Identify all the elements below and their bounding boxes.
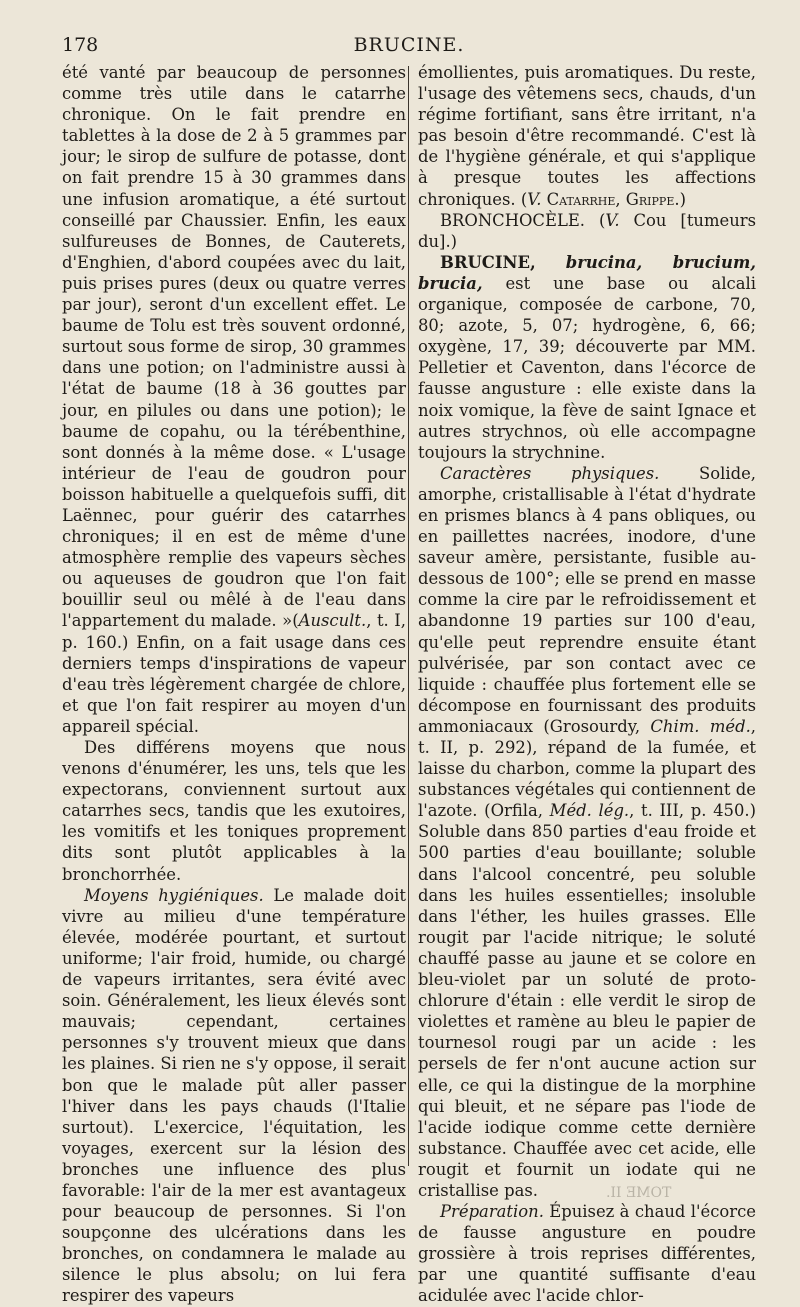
section-heading: Caractères physiques. bbox=[440, 463, 660, 483]
dictionary-entry-brucine: BRUCINE, brucina, brucium, brucia, est une base ou alcali organique, composée de carbone, 70, 80; azote, 5, 07; hydrogène, 6, 66; oxygène, 17, 39; découverte par MM. Pelletier et Caventon, dans l'écorce de fausse angusture : elle existe dans la noix vomique, la fève de saint Ignace et autres strychnos, où elle accompagne toujours la strychnine. bbox=[418, 252, 756, 462]
paragraph: Préparation. Épuisez à chaud l'écorce de fausse angusture en poudre grossière à trois reprises différentes, par une quantité suffisante d'eau acidulée avec l'acide chlor- bbox=[418, 1202, 756, 1306]
paragraph: été vanté par beaucoup de personnes comme très utile dans le catarrhe chronique. On le fait prendre en tablettes à la dose de 2 à 5 grammes par jour; le sirop de sulfure de potasse, dont on fait prendre 15 à 30 grammes dans une infusion aromatique, a été surtout conseillé par Chaussier. Enfin, les eaux sulfureuses de Bonnes, de Cauterets, d'Enghien, d'abord coupées avec du lait, puis prises pures (deux ou quatre verres par jour), seront d'un excellent effet. Le baume de Tolu est très souvent ordonné, surtout sous forme de sirop, 30 grammes dans une potion; on l'administre aussi à l'état de baume (18 à 36 gouttes par jour, en pilules ou dans une potion); le baume de copahu, ou la térébenthine, sont donnés à la même dose. « L'usage intérieur de l'eau de goudron pour boisson habituelle a quelquefois suffi, dit Laënnec, pour guérir des catarrhes chroniques; il en est de même d'une atmosphère remplie des vapeurs sèches ou aqueuses de goudron que l'on fait bouillir seul ou mêlé à de l'eau dans l'appartement du malade. »(Auscult., t. I, p. 160.) Enfin, on a fait usage dans ces derniers temps d'inspirations de vapeur d'eau très légèrement chargée de chlore, et que l'on fait respirer au moyen d'un appareil spécial. bbox=[62, 63, 406, 736]
running-title: BRUCINE. bbox=[353, 34, 465, 56]
entry-term: BRONCHOCÈLE. bbox=[440, 210, 586, 230]
column-divider bbox=[408, 66, 409, 1166]
dictionary-entry-bronchocele: BRONCHOCÈLE. (V. Cou [tumeurs du].) bbox=[418, 210, 757, 251]
section-heading: Préparation. bbox=[440, 1202, 544, 1222]
bleed-through-text: TOME II. bbox=[606, 1185, 672, 1201]
right-column bbox=[418, 62, 756, 1307]
paragraph: émollientes, puis aromatiques. Du reste, l'usage des vêtemens secs, chauds, d'un régime fortifiant, sans être irritant, n'a pas besoin d'être recommandé. C'est là de l'hygiène générale, et qui s'applique à presque toutes les affections chroniques. (V. Catarrhe, Grippe.) bbox=[418, 63, 756, 209]
entry-term: BRUCINE, bbox=[440, 252, 536, 272]
page-header bbox=[62, 34, 756, 60]
section-heading: Moyens hygiéniques. bbox=[84, 885, 264, 905]
paragraph: Moyens hygiéniques. Le malade doit vivre au milieu d'une température élevée, modérée pourtant, et surtout uniforme; l'air froid, humide, ou chargé de vapeurs irritantes, sera évité avec soin. Généralement, les lieux élevés sont mauvais; cependant, certaines personnes s'y trouvent mieux que dans les plaines. Si rien ne s'y oppose, il serait bon que le malade pût aller passer l'hiver dans les pays chauds (l'Italie surtout). L'exercice, l'équitation, les voyages, exercent sur la lésion des bronches une influence des plus favorable: l'air de la mer est avantageux pour beaucoup de personnes. Si l'on soupçonne des ulcérations dans les bronches, on condamnera le malade au silence le plus absolu; on lui fera respirer des vapeurs bbox=[62, 885, 406, 1306]
paragraph: Caractères physiques. Solide, amorphe, cristallisable à l'état d'hydrate en prismes blancs à 4 pans obliques, ou en paillettes nacrées, inodore, d'une saveur amère, persistante, fusible au-dessous de 100°; elle se prend en masse comme la cire par le refroidissement et abandonne 19 parties sur 100 d'eau, qu'elle peut reprendre ensuite étant pulvérisée, par son contact avec ce liquide : chauffée plus fortement elle se décompose en fournissant des produits ammoniacaux (Grosourdy, Chim. méd., t. II, p. 292), répand de la fumée, et laisse du charbon, comme la plupart des substances végétales qui contiennent de l'azote. (Orfila, Méd. lég., t. III, p. 450.) Soluble dans 850 parties d'eau froide et 500 parties d'eau bouillante; soluble dans l'alcool concentré, peu soluble dans les huiles essentielles; insoluble dans l'éther, les huiles grasses. Elle rougit par l'acide nitrique; le soluté chauffé passe au jaune et se colore en bleu-violet par un soluté de proto-chlorure d'étain : elle verdit le sirop de violettes et ramène au bleu le papier de tournesol rougi par un acide : les persels de fer n'ont aucune action sur elle, ce qui la distingue de la morphine qui bleuit, et ne sépare pas l'iode de l'acide iodique comme cette dernière substance. Chauffée avec cet acide, elle rougit et fournit un iodate qui ne cristallise pas. bbox=[418, 463, 756, 1200]
left-column bbox=[62, 62, 406, 1307]
paragraph: Des différens moyens que nous venons d'énumérer, les uns, tels que les expectorans, conviennent surtout aux catarrhes secs, tandis que les exutoires, les vomitifs et les toniques proprement dits sont plutôt applicables à la bronchorrhée. bbox=[62, 738, 406, 884]
page-number: 178 bbox=[62, 34, 99, 56]
